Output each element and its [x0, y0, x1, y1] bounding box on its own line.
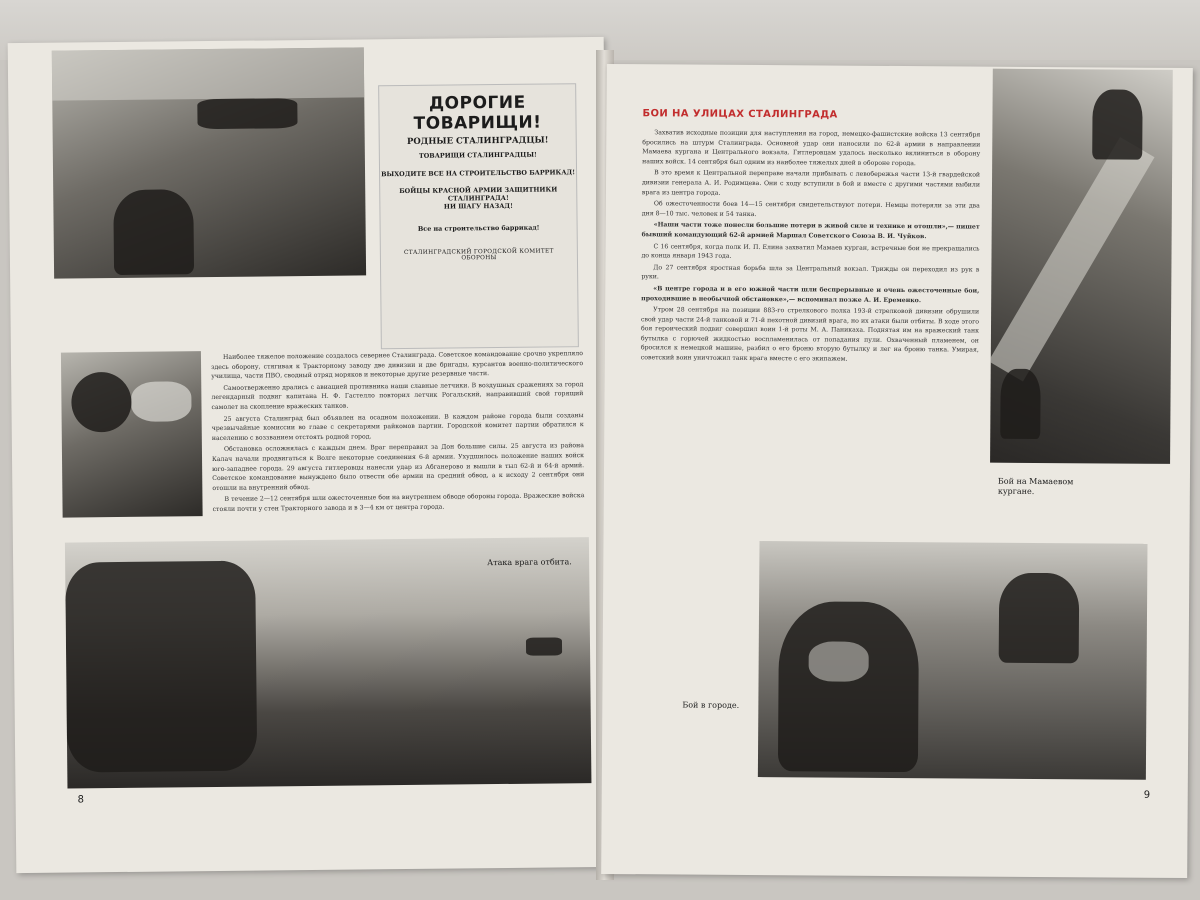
poster-line: ТОВАРИЩИ СТАЛИНГРАДЦЫ!	[418, 150, 537, 160]
photo-mamaev-kurgan	[990, 69, 1173, 464]
paragraph: Обстановка осложнялась с каждым днем. Враг переправил за Дон большие силы. 25 августа из района Калач начали продвигаться к Волге некоторые соединения 6-й армии. Ухудшилось положение наших войск юго-западнее города. 29 августа гитлеровцы нанесли удар из Абганерово и вышли в тыл 62-й и 64-й армий. Советское командование вынуждено было отвести обе армии на средний обвод, а к исходу 2 сентября они отошли на внутренний обвод.	[212, 442, 585, 492]
photo-field-soldiers	[52, 47, 366, 278]
caption-city: Бой в городе.	[682, 700, 740, 710]
left-article-text	[211, 349, 585, 553]
poster-line: НИ ШАГУ НАЗАД!	[443, 202, 513, 211]
paragraph: В течение 2—12 сентября шли ожесточенные бои на внутреннем обводе обороны города. Вражеские войска стояли почти у стен Тракторного завода и в 3—4 км от центра города.	[212, 492, 585, 513]
photo-city-battle	[758, 541, 1148, 780]
poster-title: ДОРОГИЕ ТОВАРИЩИ!	[413, 92, 542, 134]
paragraph: До 27 сентября яростная борьба шла за Центральный вокзал. Трижды он переходил из рук в руки.	[641, 264, 980, 281]
photo-soldier-helmet	[61, 351, 203, 517]
caption-attack: Атака врага отбита.	[487, 557, 572, 568]
poster-line: БОЙЦЫ КРАСНОЙ АРМИИ ЗАЩИТНИКИ СТАЛИНГРАДА!	[399, 185, 558, 203]
right-article-text	[640, 128, 981, 520]
paragraph: Утром 28 сентября на позиции 883-го стрелкового полка 193-й стрелковой дивизии обрушили свой удар части 24-й танковой и 71-й пехотной дивизий врага, но их атаки были отбиты. В ходе этого боя героический подвиг совершил воин 1-й роты М. А. Паникаха. Поднятая им на вражеский танк бутылка с горючей жидкостью воспламенилась от попадания пули. Охваченный пламенем, он бросился к немецкой машине, разбил о его броню вторую бутылку и лег на броню танка. Умирая, советский воин уничтожил танк врага вместе с его экипажем.	[640, 306, 980, 363]
page-number-right: 9	[1143, 789, 1151, 801]
photo-attack-repelled	[65, 537, 592, 788]
poster-line: ВЫХОДИТЕ ВСЕ НА СТРОИТЕЛЬСТВО БАРРИКАД!	[381, 167, 576, 178]
appeal-poster	[378, 83, 579, 349]
left-page	[8, 37, 613, 873]
paragraph: «Наши части тоже понесли большие потери в живой силе и технике и отошли»,— пишет бывший командующий 62-й армией Маршал Советского Союза В. И. Чуйков.	[641, 221, 980, 241]
caption-mamaev: Бой на Мамаевом кургане.	[997, 476, 1074, 496]
paragraph: «В центре города и в его южной части шли беспрерывные и очень ожесточенные бои, проходившие в необычной обстановке»,— вспоминал позже А. И. Еременко.	[641, 285, 980, 304]
right-page	[601, 64, 1193, 878]
paragraph: С 16 сентября, когда полк И. П. Елина захватил Мамаев курган, встречные бои не прекращались до конца января 1943 года.	[641, 242, 980, 260]
poster-footer: СТАЛИНГРАДСКИЙ ГОРОДСКОЙ КОМИТЕТ ОБОРОНЫ	[404, 247, 554, 261]
poster-subtitle: РОДНЫЕ СТАЛИНГРАДЦЫ!	[406, 135, 549, 147]
paragraph: Об ожесточенности боев 14—15 сентября свидетельствуют потери. Немцы потеряли за эти два дня 8—10 тыс. человек и 54 танка.	[641, 200, 980, 218]
paragraph: 25 августа Сталинград был объявлен на осадном положении. В каждом районе города были созданы чрезвычайные комиссии во главе с секретарями райкомов партии. Городской комитет партии обратился к населению с воззванием отстоять родной город.	[211, 411, 584, 442]
paragraph: Наиболее тяжелое положение создалось севернее Сталинграда. Советское командование срочно укрепляло здесь оборону, стягивая к Тракторному заводу две дивизии и две бригады, курсантов военно-политического училища, части ПВО, сводный отряд моряков и некоторые другие резервные части.	[211, 350, 584, 381]
paragraph: Самоотверженно дрались с авиацией противника наши славные летчики. В воздушных сражениях за город легендарный подвиг капитана Н. Ф. Гастелло повторил летчик Рогальский, направивший свой горящий самолет на скопление вражеских танков.	[211, 380, 584, 411]
section-heading: БОИ НА УЛИЦАХ СТАЛИНГРАДА	[642, 108, 838, 121]
page-number-left: 8	[77, 794, 85, 806]
paragraph: Захватив исходные позиции для наступления на город, немецко-фашистские войска 13 сентября бросились на штурм Сталинграда. Основной удар они наносили по 62-й армии в направлении Мамаева кургана и Центрального вокзала. Гитлеровцам удалось несколько вклиниться в оборону наших войск. 14 сентября был одним из наиболее тяжелых дней в обороне города.	[642, 129, 981, 167]
paragraph: В это время к Центральной переправе начали прибывать с левобережья части 13-й гвардейской дивизии генерала А. И. Родимцева. Они с ходу вступили в бой и вместе с другими частями выбили врага из центра города.	[641, 169, 981, 197]
poster-line: Все на строительство баррикад!	[417, 223, 540, 233]
